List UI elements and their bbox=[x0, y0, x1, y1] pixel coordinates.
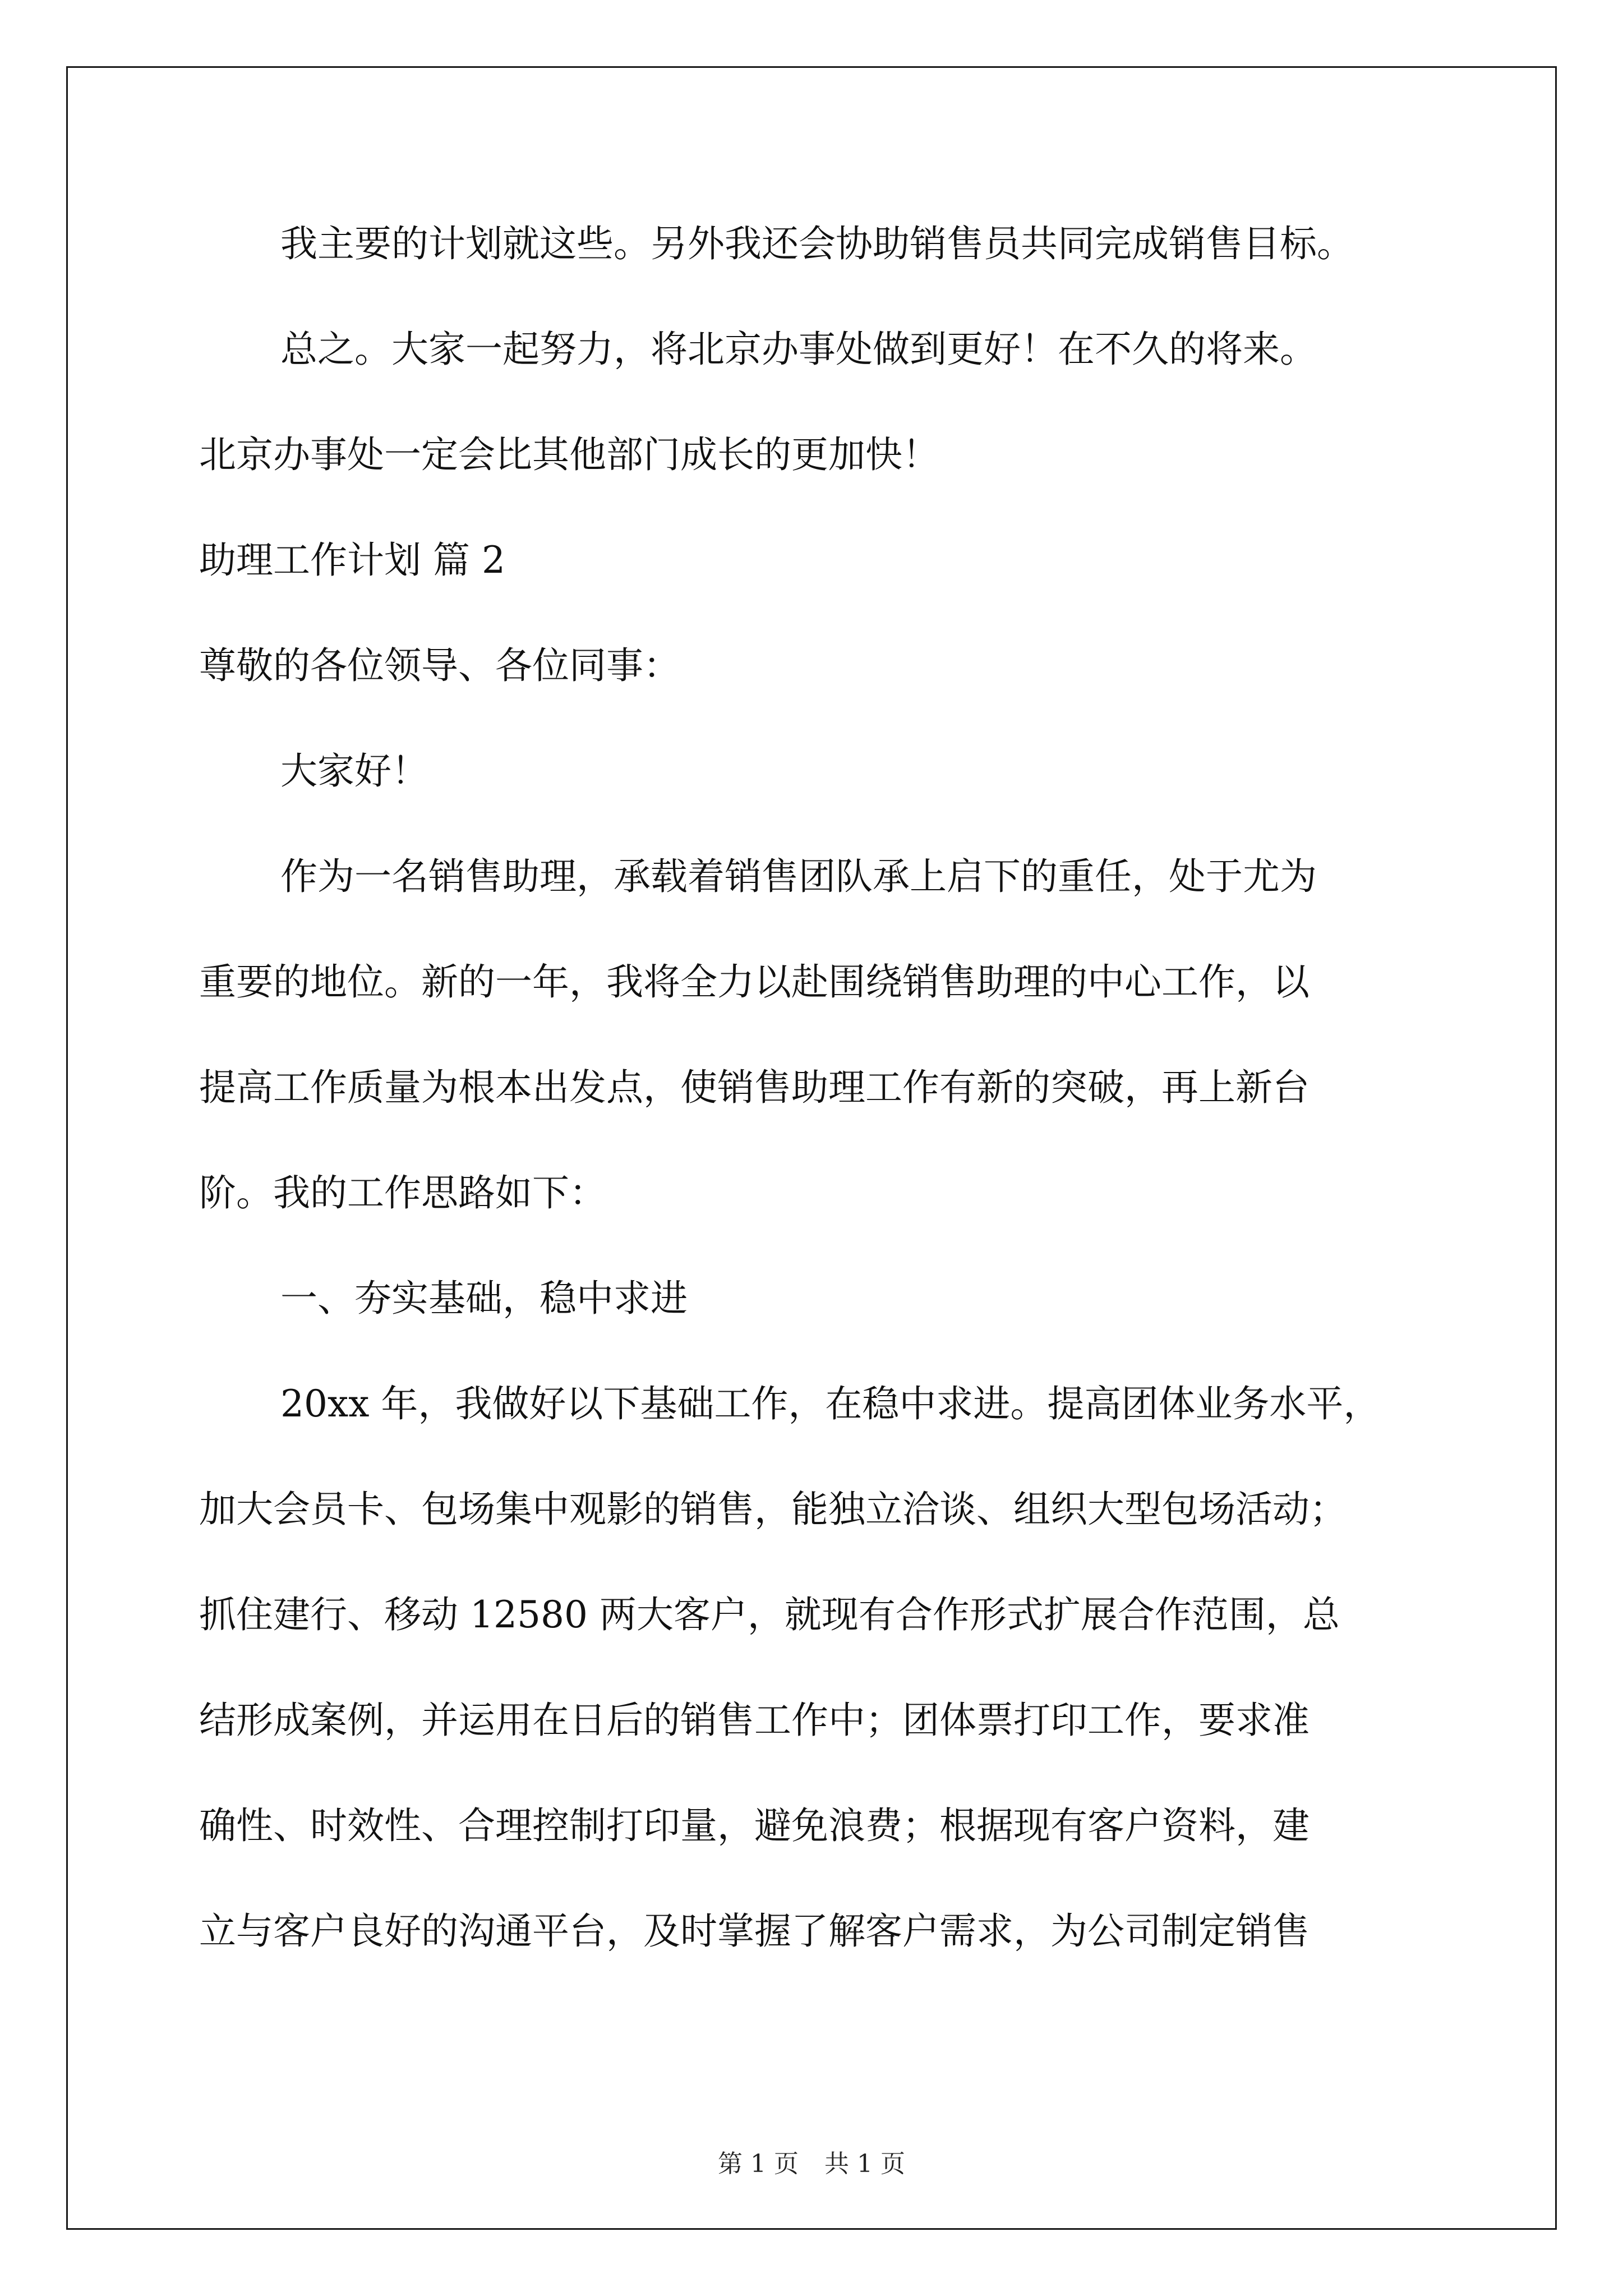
paragraph-line: 作为一名销售助理，承载着销售团队承上启下的重任，处于尤为 bbox=[280, 855, 1317, 898]
salutation: 尊敬的各位领导、各位同事： bbox=[199, 644, 680, 687]
page-number: 第 1 页 bbox=[718, 2150, 799, 2178]
greeting: 大家好！ bbox=[280, 749, 428, 793]
paragraph-line: 确性、时效性、合理控制打印量，避免浪费；根据现有客户资料，建 bbox=[199, 1804, 1310, 1847]
paragraph-line: 20xx 年，我做好以下基础工作，在稳中求进。提高团体业务水平， bbox=[280, 1382, 1381, 1425]
paragraph-line: 抓住建行、移动 12580 两大客户，就现有合作形式扩展合作范围，总 bbox=[199, 1593, 1340, 1636]
paragraph-line: 重要的地位。新的一年，我将全力以赴围绕销售助理的中心工作，以 bbox=[199, 960, 1310, 1004]
section-heading: 助理工作计划 篇 2 bbox=[199, 539, 505, 582]
paragraph-line: 阶。我的工作思路如下： bbox=[199, 1171, 606, 1214]
paragraph-line: 提高工作质量为根本出发点，使销售助理工作有新的突破，再上新台 bbox=[199, 1066, 1310, 1109]
paragraph-line: 我主要的计划就这些。另外我还会协助销售员共同完成销售目标。 bbox=[280, 222, 1354, 265]
paragraph-line: 北京办事处一定会比其他部门成长的更加快！ bbox=[199, 433, 939, 476]
page-total: 共 1 页 bbox=[824, 2150, 905, 2178]
subsection-heading: 一、夯实基础，稳中求进 bbox=[280, 1277, 688, 1320]
paragraph-line: 立与客户良好的沟通平台，及时掌握了解客户需求，为公司制定销售 bbox=[199, 1910, 1310, 1953]
page-border bbox=[66, 66, 1557, 2230]
paragraph-line: 总之。大家一起努力，将北京办事处做到更好！在不久的将来。 bbox=[280, 328, 1317, 371]
paragraph-line: 结形成案例，并运用在日后的销售工作中；团体票打印工作，要求准 bbox=[199, 1699, 1310, 1742]
paragraph-line: 加大会员卡、包场集中观影的销售，能独立洽谈、组织大型包场活动； bbox=[199, 1488, 1347, 1531]
page-footer bbox=[0, 2148, 1623, 2180]
